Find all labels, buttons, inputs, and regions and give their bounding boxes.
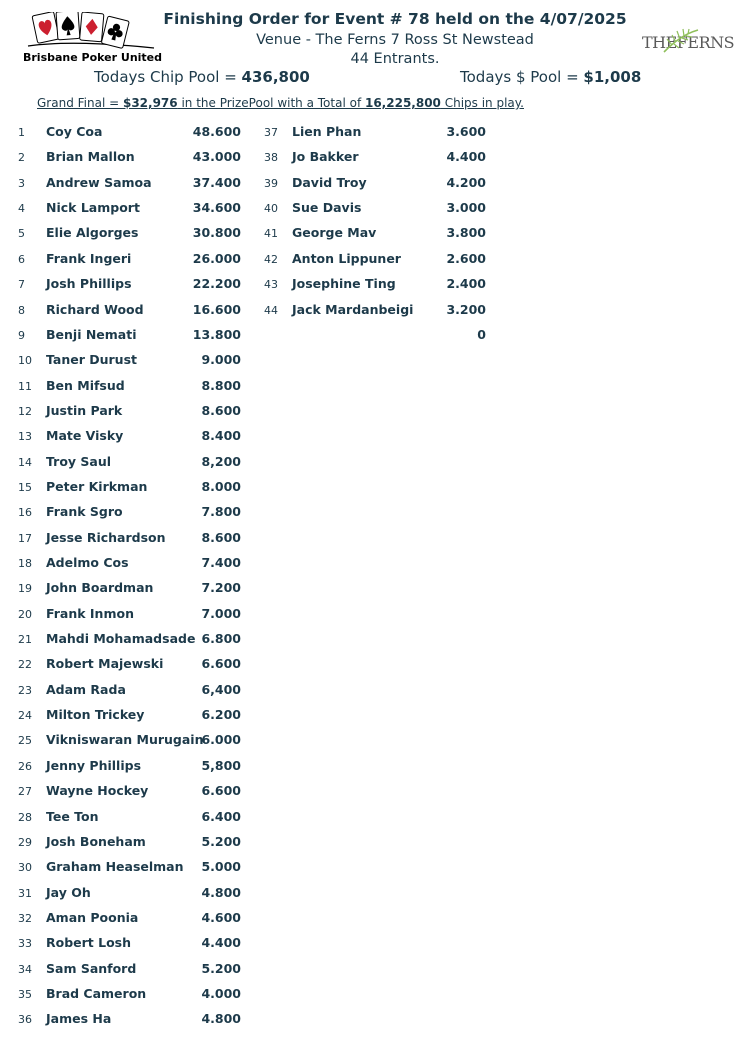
venue-line: Venue - The Ferns 7 Ross St Newstead [256,32,534,48]
cash-pool-label: Todays $ Pool = [460,68,584,86]
player-name: Anton Lippuner [292,250,401,266]
result-row [18,479,241,499]
chip-count: 8.000 [201,478,241,494]
player-name: Frank Ingeri [46,250,132,266]
result-position: 31 [18,886,32,900]
result-position: 20 [18,607,32,621]
result-row [18,124,241,144]
result-position: 36 [18,1013,32,1027]
chip-count: 30.800 [192,225,241,241]
chip-count: 7.000 [201,605,241,621]
result-row [264,251,486,271]
player-name: Frank Sgro [46,504,123,520]
result-row [18,809,241,829]
player-name: Josephine Ting [292,276,396,292]
result-position: 3 [18,176,25,190]
result-row [264,276,486,296]
result-position: 37 [264,126,278,139]
result-position: 12 [18,404,32,418]
chip-count: 8.600 [201,402,241,418]
player-name: Jenny Phillips [46,757,142,773]
cash-pool [460,68,641,86]
result-position: 40 [264,202,278,216]
chip-count: 4.600 [201,909,241,925]
entrants-count: 44 Entrants. [350,51,440,67]
chip-count: 6,400 [201,681,241,697]
result-row [264,302,486,322]
player-name: Jo Bakker [292,149,359,165]
chip-count: 8.600 [201,529,241,545]
result-row [18,961,241,981]
result-row [18,935,241,955]
player-name: John Boardman [46,580,154,596]
result-row [18,504,241,524]
result-row [18,707,241,727]
result-position: 33 [18,937,32,951]
result-position: 7 [18,278,25,292]
result-row [18,859,241,879]
player-name: Andrew Samoa [46,174,152,190]
page-title: Finishing Order for Event # 78 held on the 4/07/2025 [163,10,627,28]
result-row [18,910,241,930]
player-name: Robert Majewski [46,656,164,672]
chip-count: 6.200 [201,707,241,723]
result-row [18,631,241,651]
result-row [18,403,241,423]
player-name: Elie Algorges [46,225,139,241]
cash-pool-value: $1,008 [583,68,642,86]
chip-count: 4.800 [201,1011,241,1027]
player-name: Peter Kirkman [46,478,148,494]
chip-count: 16.600 [192,301,241,317]
player-name: Jesse Richardson [46,529,166,545]
player-name: Nick Lamport [46,200,140,216]
result-row [18,200,241,220]
result-position: 4 [18,202,25,216]
chip-count: 3.600 [446,124,486,139]
chip-count: 6.400 [201,808,241,824]
result-position: 29 [18,835,32,849]
player-name: Aman Poonia [46,909,139,925]
player-name: Sue Davis [292,200,362,216]
result-position: 32 [18,911,32,925]
result-position: 28 [18,810,32,824]
result-position: 14 [18,455,32,469]
chip-pool [94,68,310,86]
chip-count: 4.400 [201,935,241,951]
player-name: Mahdi Mohamadsade [46,631,196,646]
grand-final-suffix: Chips in play. [440,96,524,110]
player-name: Lien Phan [292,124,362,139]
result-position: 6 [18,252,25,266]
player-name: Taner Durust [46,352,137,368]
chip-count: 4.200 [446,174,486,190]
result-row [18,327,241,347]
chip-count: 5.000 [201,859,241,875]
chip-count: 7.400 [201,555,241,570]
result-row [18,656,241,676]
chip-count: 5.200 [201,960,241,976]
chip-count: 7.800 [201,504,241,520]
player-name: David Troy [292,174,367,190]
chip-count: 3.200 [446,301,486,317]
player-name: Vikniswaran Murugain [46,732,204,748]
result-row [18,758,241,778]
chip-count: 13.800 [192,326,241,342]
result-position: 42 [264,252,278,266]
venue-logo-text: THEFERNS [642,33,735,52]
chip-count: 43.000 [192,149,241,165]
result-position: 8 [18,303,25,317]
chip-count: 5.200 [201,833,241,849]
result-position: 44 [264,303,278,317]
result-position: 17 [18,531,32,545]
player-name: Robert Losh [46,935,132,951]
chip-count: 8.800 [201,377,241,393]
chip-count: 0 [477,326,486,342]
grand-final-summary [37,96,524,110]
chip-count: 2.400 [446,276,486,292]
result-position: 43 [264,278,278,292]
chip-count: 4.400 [446,149,486,165]
chip-count: 3.800 [446,225,486,241]
chip-count: 6.800 [201,631,241,646]
result-position: 30 [18,861,32,875]
result-row [18,302,241,322]
grand-final-chips: 16,225,800 [364,96,441,110]
chip-count: 22.200 [192,276,241,292]
chip-count: 9.000 [201,352,241,368]
chip-count: 5,800 [201,757,241,773]
result-position: 35 [18,987,32,1001]
chip-count: 4.800 [201,884,241,900]
result-row [18,251,241,271]
result-position: 5 [18,227,25,241]
result-row [18,276,241,296]
result-row [18,606,241,626]
player-name: Jack Mardanbeigi [292,301,414,317]
player-name: Benji Nemati [46,326,137,342]
result-position: 24 [18,709,32,723]
result-row [18,225,241,245]
chip-count: 8,200 [201,453,241,469]
result-row [18,834,241,854]
player-name: Frank Inmon [46,605,134,621]
result-position: 18 [18,557,32,570]
result-row [264,124,486,144]
result-row [18,1011,241,1031]
result-row [18,149,241,169]
result-position: 23 [18,683,32,697]
result-row [18,732,241,752]
result-row [18,378,241,398]
result-position: 27 [18,785,32,799]
result-row [264,200,486,220]
player-name: Ben Mifsud [46,377,125,393]
result-position: 2 [18,151,25,165]
result-row [18,175,241,195]
player-name: Josh Phillips [46,276,132,292]
grand-final-middle: in the PrizePool with a Total of [177,96,365,110]
chip-count: 3.000 [446,200,486,216]
player-name: Coy Coa [46,124,103,139]
player-name: Adelmo Cos [46,555,129,570]
result-row [18,783,241,803]
result-position: 34 [18,962,32,976]
result-row [18,454,241,474]
result-position: 13 [18,430,32,444]
result-position: 41 [264,227,278,241]
result-row [18,530,241,550]
result-position: 25 [18,734,32,748]
chip-pool-value: 436,800 [241,68,310,86]
result-row [264,225,486,245]
result-position: 22 [18,658,32,672]
result-position: 19 [18,582,32,596]
result-row [264,327,486,347]
chip-count: 2.600 [446,250,486,266]
player-name: Mate Visky [46,428,124,444]
player-name: Tee Ton [46,808,99,824]
result-row [18,428,241,448]
player-name: Richard Wood [46,301,144,317]
chip-count: 7.200 [201,580,241,596]
player-name: Josh Boneham [46,833,146,849]
chip-count: 37.400 [192,174,241,190]
result-row [18,580,241,600]
result-position: 1 [18,126,25,139]
result-position: 11 [18,379,32,393]
player-name: Troy Saul [46,453,112,469]
chip-count: 26.000 [192,250,241,266]
player-name: Wayne Hockey [46,783,149,799]
chip-count: 6.600 [201,656,241,672]
result-position: 9 [18,328,25,342]
player-name: Brian Mallon [46,149,135,165]
result-row [18,352,241,372]
result-position: 10 [18,354,32,368]
result-position: 15 [18,480,32,494]
player-name: Jay Oh [46,884,91,900]
result-row [18,986,241,1006]
chip-count: 48.600 [192,124,241,139]
player-name: James Ha [46,1011,112,1027]
player-name: Graham Heaselman [46,859,184,875]
chip-pool-label: Todays Chip Pool = [94,68,242,86]
chip-count: 6.600 [201,783,241,799]
result-position: 16 [18,506,32,520]
player-name: Adam Rada [46,681,126,697]
chip-count: 8.400 [201,428,241,444]
result-row [18,885,241,905]
chip-count: 34.600 [192,200,241,216]
player-name: George Mav [292,225,377,241]
result-position: 38 [264,151,278,165]
player-name: Brad Cameron [46,985,147,1001]
chip-count: 6.000 [201,732,241,748]
grand-final-amount: $32,976 [122,96,178,110]
chip-count: 4.000 [201,985,241,1001]
result-row [18,555,241,575]
result-row [264,175,486,195]
result-row [18,682,241,702]
result-position: 21 [18,633,32,646]
org-name: Brisbane Poker United [22,51,163,64]
grand-final-prefix: Grand Final = [37,96,123,110]
result-position: 26 [18,759,32,773]
result-row [264,149,486,169]
player-name: Milton Trickey [46,707,145,723]
result-position: 39 [264,176,278,190]
player-name: Sam Sanford [46,960,137,976]
player-name: Justin Park [46,402,123,418]
